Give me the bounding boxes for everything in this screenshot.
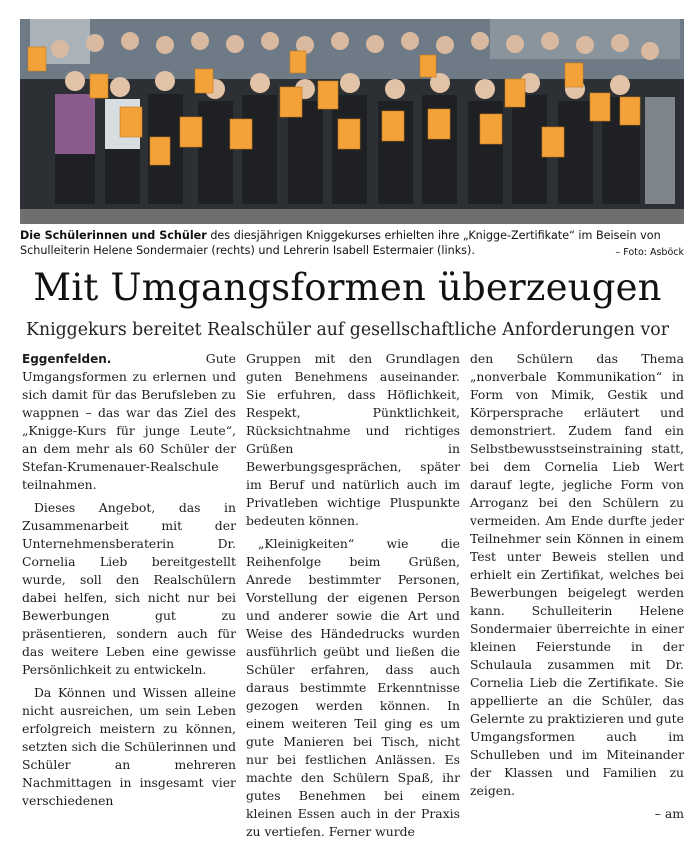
author-tag: – am <box>654 806 684 821</box>
article-column-1 <box>22 350 236 808</box>
caption-lead: Die Schülerinnen und Schüler <box>20 229 207 242</box>
photo-caption <box>20 228 684 260</box>
article-column-2 <box>246 350 460 839</box>
article-body <box>22 350 685 839</box>
article-paragraph: Da Können und Wissen alleine nicht ausreichen, um sein Leben erfolgreich meistern zu können, setzten sich die Schülerinnen und Schüler an mehreren Nachmittagen in insgesamt vier verschiedenen <box>22 685 236 808</box>
subheadline: Kniggekurs bereitet Realschüler auf gesellschaftliche Anforderungen vor <box>26 320 669 340</box>
article-column-3 <box>470 350 684 821</box>
article-paragraph: Dieses Angebot, das in Zusammenarbeit mit der Unternehmensberaterin Dr. Cornelia Lieb bereitgestellt wurde, soll den Realschülern dabei helfen, sich nicht nur bei Bewerbungen gut zu präsentieren, sondern auch für das weitere Leben eine gewisse Persönlichkeit zu entwickeln. <box>22 500 236 677</box>
photo-credit: – Foto: Asböck <box>615 247 684 258</box>
article-paragraph: „Kleinigkeiten“ wie die Reihenfolge beim Grüßen, Anrede bestimmter Personen, Vorstellung der eigenen Person und anderer sowie die Art und Weise des Händedrucks wurden ausführlich geübt und ließen die Schüler erfahren, dass auch daraus bestimmte Erkenntnisse gezogen werden können. In einem weiteren Teil ging es um gute Manieren bei Tisch, nicht nur bei festlichen Anlässen. Es machte den Schülern Spaß, ihr gutes Benehmen bei einem kleinen Essen auch in der Praxis zu vertiefen. Ferner wurde <box>246 536 460 839</box>
article-paragraph: Gruppen mit den Grundlagen guten Benehmens auseinander. Sie erfuhren, dass Höflichkeit, Respekt, Pünktlichkeit, Rücksichtnahme und richtiges Grüßen in Bewerbungsgesprächen, später im Beruf und natürlich auch im Privatleben wichtige Pluspunkte bedeuten können. <box>246 351 460 528</box>
article-paragraph <box>22 350 236 494</box>
article-paragraph: den Schülern das Thema „nonverbale Kommunikation“ in Form von Mimik, Gestik und Körpersprache erläutert und demonstriert. Zudem fand ein Selbstbewusstseinstraining statt, bei dem Cornelia Lieb Wert darauf legte, jegliche Form von Arroganz bei den Schülern zu vermeiden. Am Ende durfte jeder Teilnehmer sein Können in einem Test unter Beweis stellen und erhielt ein Zertifikat, welches bei Bewerbungen beigelegt werden kann. Schulleiterin Helene Sondermaier überreichte in einer kleinen Feierstunde in der Schulaula zusammen mit Dr. Cornelia Lieb die Zertifikate. Sie appellierte an die Schüler, das Gelernte zu praktizieren und gute Umgangsformen auch im Schulleben und im Miteinander der Klassen und Familien zu zeigen. <box>470 351 684 798</box>
headline: Mit Umgangsformen überzeugen <box>33 266 662 309</box>
group-photo-icon <box>20 19 684 224</box>
group-photo <box>20 19 684 224</box>
dateline: Eggenfelden. <box>22 352 112 366</box>
paragraph-text: Gute Umgangsformen zu erlernen und sich damit für das Berufsleben zu wappnen – das war das Ziel des „Knigge-Kurs für junge Leute“, an dem mehr als 60 Schüler der Stefan-Krumenauer-Realschule teilnahmen. <box>22 351 236 492</box>
caption-text: des diesjährigen Kniggekurses erhielten ihre „Knigge-Zertifikate“ im Beisein von Schulleiterin Helene Sondermaier (rechts) und Lehrerin Isabell Estermaier (links). <box>20 229 661 257</box>
